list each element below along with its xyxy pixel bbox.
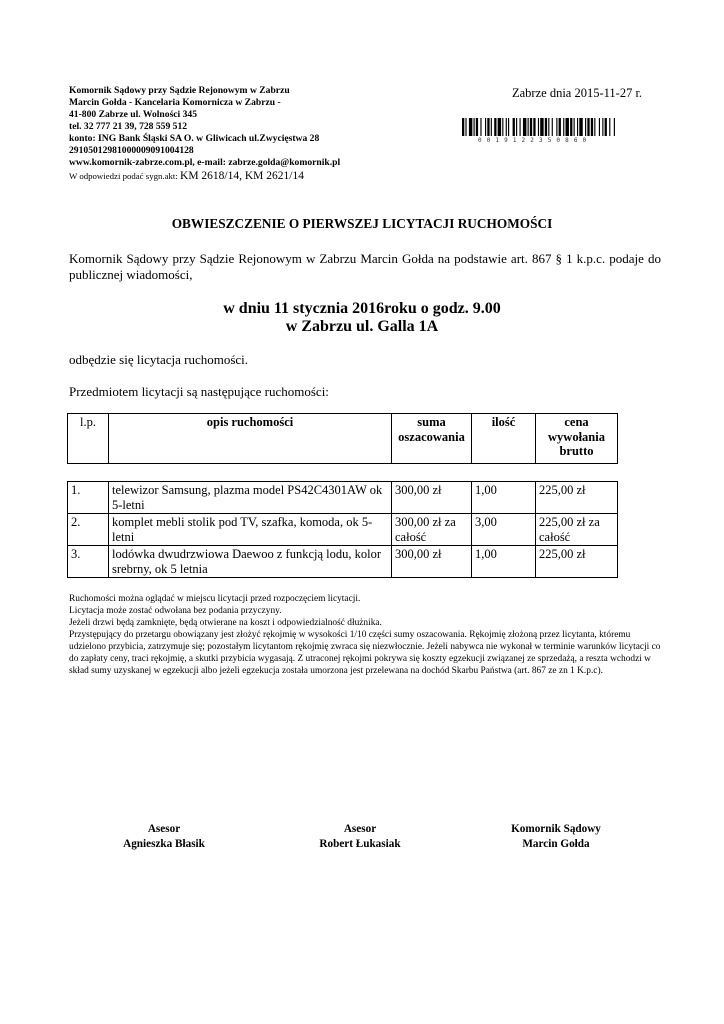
items-table-header [67, 413, 618, 464]
signature-role: Asesor [343, 823, 377, 835]
case-reference [69, 170, 449, 182]
notice-title: OBWIESZCZENIE O PIERWSZEJ LICYTACJI RUCHOMOŚCI [171, 216, 553, 231]
items-intro: Przedmiotem licytacji są następujące ruchomości: [69, 384, 329, 399]
table-row [68, 482, 618, 514]
terms-paragraph: Przystępujący do przetargu obowiązany jest złożyć rękojmię w wysokości 1/10 części sumy oszacowania. Rękojmię złożoną przez licytanta, któremu udzielono przybicia, zatrzymuje się; pozostałym licytantom rękojmię zwraca się niezwłocznie. Jeżeli nabywca nie wykonał w terminie warunków licytacji co do zapłaty ceny, traci rękojmię, a skutki przybicia wygasają. Z utraconej rękojmi pokrywa się koszty egzekucji związanej ze sprzedażą, a reszta wchodzi w skład sumy uzyskanej w egzekucji albo jeżeli egzekucja została umorzona jest przelewana na dochód Skarbu Państwa (art. 867 ze zn 1 K.p.c). [69, 630, 661, 676]
cell-quantity: 1,00 [472, 482, 536, 514]
cell-valuation: 300,00 zł [392, 546, 472, 578]
header-lp: l.p. [68, 414, 109, 464]
cell-lp: 1. [68, 482, 109, 514]
auction-place: w Zabrzu ul. Galla 1A [285, 318, 439, 335]
cell-description: lodówka dwudrzwiowa Daewoo z funkcją lodu, kolor srebrny, ok 5 letnia [109, 546, 392, 578]
table-row [68, 514, 618, 546]
cell-lp: 3. [68, 546, 109, 578]
bailiff-letterhead [69, 85, 449, 182]
terms-line: Ruchomości można oglądać w miejscu licytacji przed rozpoczęciem licytacji. [69, 594, 361, 604]
letterhead-line: 41-800 Zabrze ul. Wolności 345 [69, 109, 198, 120]
signature-assessor-2 [260, 822, 460, 852]
cell-valuation: 300,00 zł za całość [392, 514, 472, 546]
terms-line: Licytacja może zostać odwołana bez podania przyczyny. [69, 606, 282, 616]
signature-name: Robert Łukasiak [319, 838, 401, 850]
signature-role: Komornik Sądowy [511, 823, 601, 835]
header-valuation: suma oszacowania [392, 414, 472, 464]
table-header-row [68, 414, 618, 464]
auction-statement: odbędzie się licytacja ruchomości. [69, 352, 249, 367]
letterhead-line: Marcin Gołda - Kancelaria Komornicza w Zabrzu - [69, 97, 281, 108]
signature-bailiff [456, 822, 656, 852]
signature-name: Agnieszka Błasik [123, 838, 205, 850]
case-reference-number: KM 2618/14, KM 2621/14 [180, 170, 304, 182]
barcode-digits: 0019122350860 [478, 137, 592, 144]
cell-starting-price: 225,00 zł za całość [536, 514, 618, 546]
header-starting-price: cena wywołania brutto [536, 414, 618, 464]
header-quantity: ilość [472, 414, 536, 464]
terms-line: Jeżeli drzwi będą zamknięte, będą otwierane na koszt i odpowiedzialność dłużnika. [69, 618, 382, 628]
document-date: Zabrze dnia 2015-11-27 r. [512, 86, 643, 100]
intro-paragraph: Komornik Sądowy przy Sądzie Rejonowym w Zabrzu Marcin Gołda na podstawie art. 867 § 1 k.p.c. podaje do publicznej wiadomości, [69, 251, 661, 282]
cell-lp: 2. [68, 514, 109, 546]
items-table [67, 481, 618, 578]
auction-time-place [0, 300, 724, 336]
signature-assessor-1 [64, 822, 264, 852]
letterhead-line: 29105012981000009091004128 [69, 145, 194, 156]
case-reference-label: W odpowiedzi podać sygn.akt: [69, 171, 178, 181]
cell-description: telewizor Samsung, plazma model PS42C4301AW ok 5-letni [109, 482, 392, 514]
letterhead-line: tel. 32 777 21 39, 728 559 512 [69, 121, 188, 132]
auction-date: w dniu 11 stycznia 2016roku o godz. 9.00 [223, 300, 501, 317]
cell-starting-price: 225,00 zł [536, 482, 618, 514]
cell-description: komplet mebli stolik pod TV, szafka, komoda, ok 5-letni [109, 514, 392, 546]
signature-role: Asesor [147, 823, 181, 835]
cell-quantity: 3,00 [472, 514, 536, 546]
header-description: opis ruchomości [109, 414, 392, 464]
cell-valuation: 300,00 zł [392, 482, 472, 514]
cell-quantity: 1,00 [472, 546, 536, 578]
letterhead-line: Komornik Sądowy przy Sądzie Rejonowym w Zabrzu [69, 85, 290, 96]
letterhead-line: konto: ING Bank Śląski SA O. w Gliwicach ul.Zwycięstwa 28 [69, 133, 320, 144]
cell-starting-price: 225,00 zł [536, 546, 618, 578]
auction-terms [69, 593, 661, 677]
table-row [68, 546, 618, 578]
signature-name: Marcin Gołda [522, 838, 590, 850]
letterhead-line: www.komornik-zabrze.com.pl, e-mail: zabrze.golda@komornik.pl [69, 157, 341, 168]
